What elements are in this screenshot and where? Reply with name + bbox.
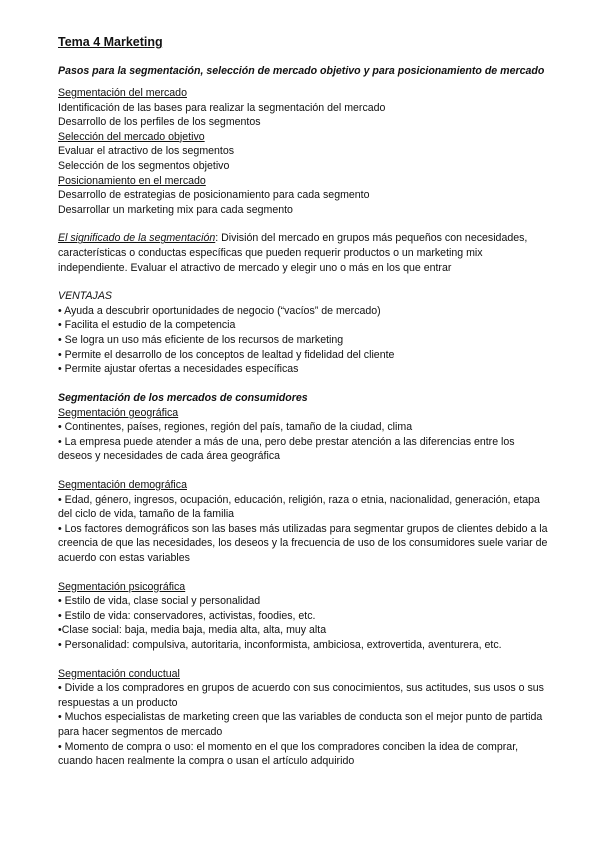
geo-item-1: • Continentes, países, regiones, región del país, tamaño de la ciudad, clima [58,421,413,434]
cond-item-2: • Muchos especialistas de marketing creen que las variables de conducta son el mejor punto de partida para hacer segmentos de mercado [58,711,543,738]
significado-label: El significado de la segmentación [58,232,216,245]
consumidores-heading: Segmentación de los mercados de consumidores [58,391,308,404]
psico-heading: Segmentación psicográfica [58,580,186,593]
psico-item-2: • Estilo de vida: conservadores, activistas, foodies, etc. [58,609,316,622]
significado-text: : División del mercado en grupos más pequeños con necesidades, características o conductas específicas que pueden requerir productos o un marketing mix independiente. Evaluar el atractivo de mercado y elegir uno o más en los que entrar [58,232,528,274]
demo-item-2: • Los factores demográficos son las bases más utilizadas para segmentar grupos de clientes debido a la creencia de que las necesidades, los deseos y la frecuencia de uso de los consumidores suele variar de acuerdo con estas variables [58,522,548,565]
psico-item-1: • Estilo de vida, clase social y personalidad [58,595,261,608]
sel-item-1: Evaluar el atractivo de los segmentos [58,145,235,158]
pos-item-2: Desarrollar un marketing mix para cada segmento [58,203,293,216]
seg-item-2: Desarrollo de los perfiles de los segmentos [58,116,261,129]
document-title: Tema 4 Marketing [58,35,163,49]
ventajas-item-3: • Se logra un uso más eficiente de los recursos de marketing [58,333,344,346]
ventajas-item-5: • Permite ajustar ofertas a necesidades específicas [58,363,299,376]
document-page [58,34,548,769]
ventajas-item-1: • Ayuda a descubrir oportunidades de negocio (“vacíos” de mercado) [58,304,381,317]
ventajas-item-2: • Facilita el estudio de la competencia [58,319,236,332]
demo-item-1: • Edad, género, ingresos, ocupación, educación, religión, raza o etnia, nacionalidad, generación, etapa del ciclo de vida, tamaño de la familia [58,493,540,521]
cond-heading: Segmentación conductual [58,667,180,680]
seg-item-1: Identificación de las bases para realizar la segmentación del mercado [58,101,386,114]
geo-item-2: • La empresa puede atender a más de una, pero debe prestar atención a las diferencias entre los deseos y necesidades de cada área geográfica [58,435,515,463]
psico-item-4: • Personalidad: compulsiva, autoritaria, inconformista, ambiciosa, extrovertida, aventurera, etc. [58,639,502,651]
psico-item-3: •Clase social: baja, media baja, media alta, alta, muy alta [58,624,327,637]
seg-heading: Segmentación del mercado [58,87,187,99]
geo-heading: Segmentación geográfica [58,406,179,419]
pos-heading: Posicionamiento en el mercado [58,174,206,187]
significado-paragraph [58,231,548,275]
sel-item-2: Selección de los segmentos objetivo [58,159,230,172]
pos-item-1: Desarrollo de estrategias de posicionamiento para cada segmento [58,189,370,202]
demo-heading: Segmentación demográfica [58,479,187,492]
ventajas-heading: VENTAJAS [58,290,112,303]
cond-item-1: • Divide a los compradores en grupos de acuerdo con sus conocimientos, sus actitudes, sus usos o sus respuestas a un producto [58,682,544,709]
sel-heading: Selección del mercado objetivo [58,130,205,143]
document-subtitle: Pasos para la segmentación, selección de mercado objetivo y para posicionamiento de mercado [58,65,545,77]
ventajas-item-4: • Permite el desarrollo de los conceptos de lealtad y fidelidad del cliente [58,348,395,361]
cond-item-3: • Momento de compra o uso: el momento en el que los compradores conciben la idea de comprar, cuando hacen realmente la compra o usan el artículo adquirido [58,740,519,768]
